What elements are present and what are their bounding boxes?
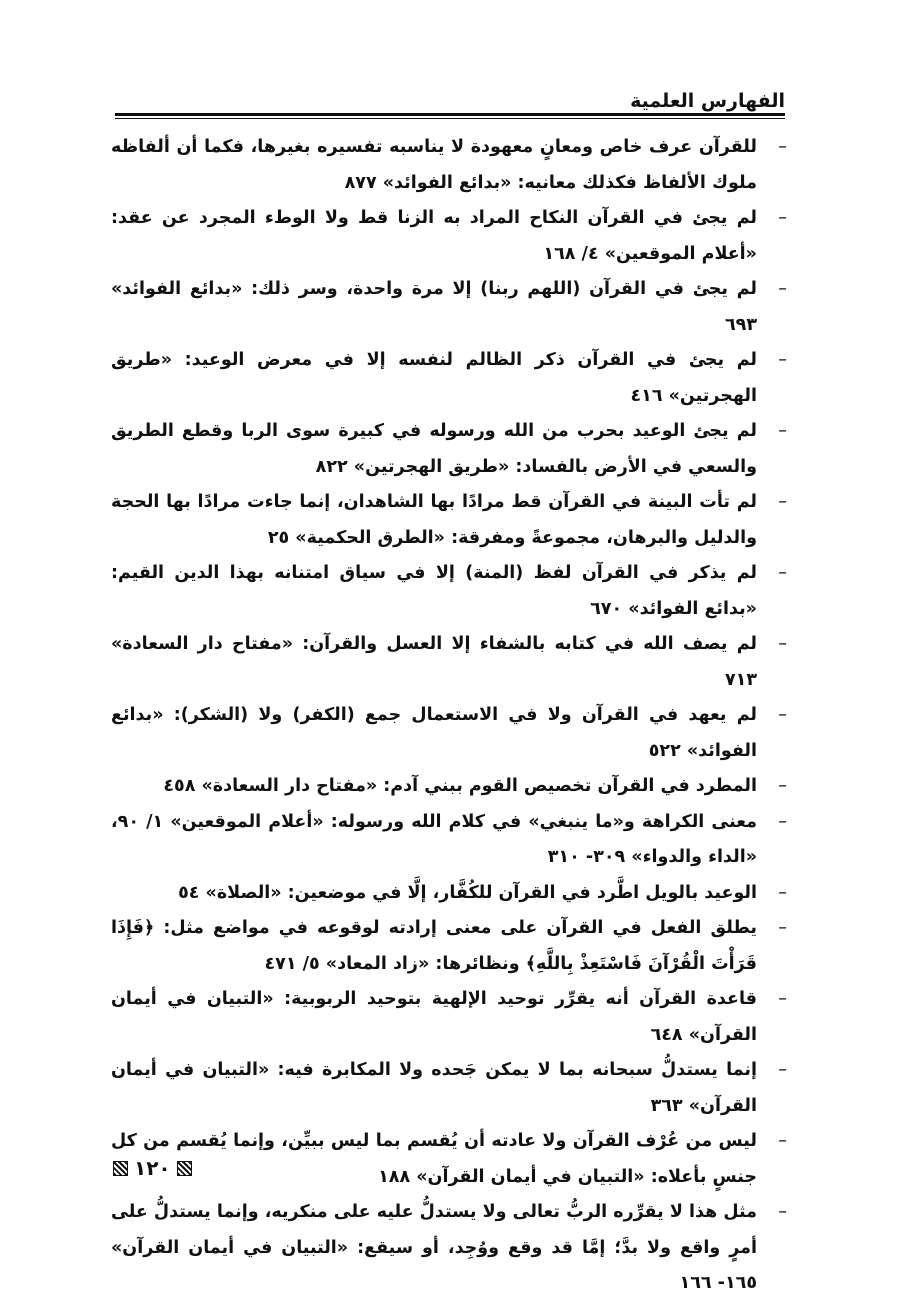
entry-text: للقرآن عرف خاص ومعانٍ معهودة لا يناسبه تفسيره بغيرها، فكما أن ألفاظه ملوك الألفاظ فكذلك معانيه: «بدائع الفوائد» ٨٧٧ [111, 137, 757, 193]
entry-dash: – [778, 279, 787, 299]
index-entry [111, 1053, 787, 1124]
entry-dash: – [778, 208, 787, 228]
entry-text: لم يعهد في القرآن ولا في الاستعمال جمع (الكفر) ولا (الشكر): «بدائع الفوائد» ٥٢٢ [111, 705, 757, 761]
index-entry [111, 485, 787, 556]
entry-dash: – [778, 918, 787, 938]
index-entry [111, 556, 787, 627]
entry-dash: – [778, 634, 787, 654]
ornament-left-icon [113, 1161, 128, 1176]
index-entry [111, 1195, 787, 1302]
entry-dash: – [778, 1131, 787, 1151]
ornament-right-icon [177, 1161, 192, 1176]
index-entry [111, 1124, 787, 1195]
entry-text: إنما يستدلُّ سبحانه بما لا يمكن جَحده ولا المكابرة فيه: «التبيان في أيمان القرآن» ٣٦٣ [111, 1060, 757, 1116]
index-entry [111, 201, 787, 272]
entry-text: لم يصف الله في كتابه بالشفاء إلا العسل والقرآن: «مفتاح دار السعادة» ٧١٣ [111, 634, 757, 690]
entry-dash: – [778, 350, 787, 370]
entry-dash: – [778, 776, 787, 796]
entry-dash: – [778, 563, 787, 583]
entry-dash: – [778, 1202, 787, 1222]
index-entry [111, 272, 787, 343]
entry-text: قاعدة القرآن أنه يقرِّر توحيد الإلهية بتوحيد الربوبية: «التبيان في أيمان القرآن» ٦٤٨ [111, 989, 757, 1045]
page-number: ١٢٠ [134, 1156, 171, 1180]
entry-text: معنى الكراهة و«ما ينبغي» في كلام الله ورسوله: «أعلام الموقعين» ١/ ٩٠، «الداء والدواء» ٣٠٩- ٣١٠ [111, 811, 757, 867]
entry-dash: – [778, 1060, 787, 1080]
index-entry [111, 130, 787, 201]
index-entry [111, 911, 787, 982]
entry-text: ليس من عُرْف القرآن ولا عادته أن يُقسم بما ليس ببيِّن، وإنما يُقسم من كل جنسٍ بأعلاه: «التبيان في أيمان القرآن» ١٨٨ [111, 1131, 757, 1187]
entry-dash: – [778, 137, 787, 157]
entry-text: لم يجئ في القرآن ذكر الظالم لنفسه إلا في معرض الوعيد: «طريق الهجرتين» ٤١٦ [111, 350, 757, 406]
entry-text: لم يجئ في القرآن (اللهم ربنا) إلا مرة واحدة، وسر ذلك: «بدائع الفوائد» ٦٩٣ [111, 279, 757, 335]
index-entry [111, 982, 787, 1053]
entry-dash: – [778, 882, 787, 903]
entry-text: مثل هذا لا يقرِّره الربُّ تعالى ولا يستدلُّ عليه على منكريه، وإنما يستدلُّ على أمرٍ واقع ولا بدَّ؛ إمَّا قد وقع ووُجِد، أو سيقع: «التبيان في أيمان القرآن» ١٦٥- ١٦٦ [111, 1202, 757, 1293]
index-entry [111, 627, 787, 698]
entry-dash: – [778, 989, 787, 1009]
entry-text: لم يجئ الوعيد بحرب من الله ورسوله في كبيرة سوى الربا وقطع الطريق والسعي في الأرض بالفساد: «طريق الهجرتين» ٨٢٢ [111, 421, 757, 477]
entry-dash: – [778, 421, 787, 441]
entry-text: لم يذكر في القرآن لفظ (المنة) إلا في سياق امتنانه بهذا الدين القيم: «بدائع الفوائد» ٦٧٠ [111, 563, 757, 619]
entry-text: لم يجئ في القرآن النكاح المراد به الزنا قط ولا الوطء المجرد عن عقد: «أعلام الموقعين» ٤/ ١٦٨ [111, 208, 757, 264]
index-entry [111, 414, 787, 485]
entry-text: لم تأت البينة في القرآن قط مرادًا بها الشاهدان، إنما جاءت مرادًا بها الحجة والدليل والبرهان، مجموعةً ومفرقة: «الطرق الحكمية» ٢٥ [111, 492, 757, 548]
index-entry [111, 805, 787, 876]
index-entry [111, 343, 787, 414]
index-entry [111, 698, 787, 769]
header-rule-thin [115, 118, 785, 119]
entry-text: يطلق الفعل في القرآن على معنى إرادته لوقوعه في مواضع مثل: ﴿فَإِذَا قَرَأْتَ الْقُرْآنَ فَاسْتَعِذْ بِاللَّهِ﴾ ونظائرها: «زاد المعاد» ٥/ ٤٧١ [111, 918, 757, 974]
running-head-title: الفهارس العلمية [630, 90, 785, 112]
index-entry [111, 769, 787, 805]
index-entry-list [111, 130, 787, 1302]
entry-text: الوعيد بالويل اطَّرد في القرآن للكُفَّار، إلَّا في موضعين: «الصلاة» ٥٤ [178, 882, 757, 903]
entry-dash: – [778, 492, 787, 512]
entry-dash: – [778, 811, 787, 832]
index-entry [111, 876, 787, 912]
entry-text: المطرد في القرآن تخصيص القوم ببني آدم: «مفتاح دار السعادة» ٤٥٨ [163, 776, 757, 796]
page-folio [113, 1156, 192, 1180]
entry-dash: – [778, 705, 787, 725]
header-rule-thick [115, 113, 785, 116]
